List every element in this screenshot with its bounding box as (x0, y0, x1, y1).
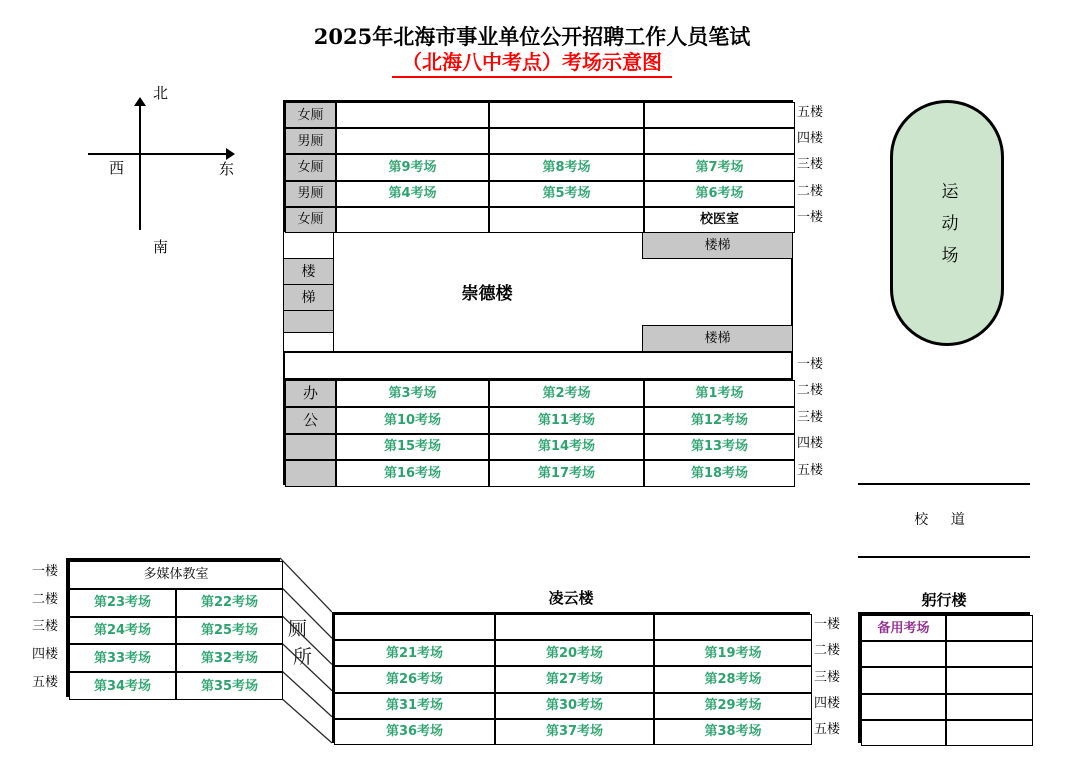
exam-room-cell: 第18考场 (644, 460, 795, 487)
compass-north-axis (139, 104, 141, 230)
empty-cell (336, 128, 489, 154)
compass-south-label: 南 (153, 238, 169, 256)
exam-room-cell: 第8考场 (489, 154, 644, 180)
exam-room-cell: 第13考场 (644, 434, 795, 461)
exam-room-cell: 第9考场 (336, 154, 489, 180)
exam-room-cell: 第22考场 (176, 589, 283, 617)
floor-label-multimedia: 二楼 (31, 592, 58, 607)
floor-label-chongde-top: 一楼 (797, 210, 824, 225)
exam-room-cell: 第28考场 (654, 666, 812, 692)
stairs-cell-left-blank (283, 310, 334, 333)
chongde-building-name: 崇德楼 (461, 283, 513, 304)
exam-room-cell: 第17考场 (489, 460, 644, 487)
exam-room-cell: 第38考场 (654, 719, 812, 745)
toilet-label-char: 所 (293, 646, 313, 668)
exam-room-cell: 第10考场 (336, 407, 489, 434)
restroom-cell: 女厕 (285, 207, 336, 233)
restroom-cell: 男厕 (285, 128, 336, 154)
toilet-label-char: 厕 (288, 618, 308, 640)
lingyun-table (332, 612, 810, 743)
exam-room-cell: 第7考场 (644, 154, 795, 180)
sports-field (890, 100, 1004, 346)
floor-label-chongde-bottom: 二楼 (797, 383, 824, 398)
exam-room-cell: 第33考场 (69, 644, 176, 672)
floor-label-chongde-bottom: 四楼 (797, 436, 824, 451)
backup-room-cell: 备用考场 (861, 615, 946, 641)
empty-cell (283, 332, 334, 353)
office-cell: 公 (285, 407, 336, 434)
restroom-cell: 女厕 (285, 102, 336, 128)
exam-room-cell: 第5考场 (489, 181, 644, 207)
chongde-table-top (283, 100, 793, 231)
exam-room-cell: 第24考场 (69, 617, 176, 645)
floor-label-chongde-top: 二楼 (797, 184, 824, 199)
stairs-cell-bottom-right: 楼梯 (642, 325, 793, 352)
exam-room-cell: 第1考场 (644, 380, 795, 407)
empty-gray-cell (285, 434, 336, 461)
empty-cell (489, 102, 644, 128)
floor-label-chongde-bottom: 五楼 (797, 463, 824, 478)
empty-cell (861, 720, 946, 746)
exam-room-cell: 第20考场 (495, 640, 654, 666)
empty-cell (946, 641, 1033, 667)
exam-room-cell: 第29考场 (654, 693, 812, 719)
restroom-cell: 男厕 (285, 181, 336, 207)
empty-cell (644, 102, 795, 128)
exam-room-cell: 第37考场 (495, 719, 654, 745)
stairs-cell-left-upper: 楼 (283, 258, 334, 285)
floor-label-chongde-bottom: 三楼 (797, 410, 824, 425)
exam-room-cell: 第21考场 (334, 640, 495, 666)
empty-cell (489, 207, 644, 233)
exam-room-cell: 第36考场 (334, 719, 495, 745)
chongde-table-bottom (283, 378, 793, 485)
empty-cell (283, 231, 334, 259)
empty-cell (495, 614, 654, 640)
stairs-cell-left-lower: 梯 (283, 284, 334, 311)
page-subtitle (0, 46, 1064, 78)
floor-label-multimedia: 四楼 (31, 647, 58, 662)
chongde-divider-line (283, 351, 793, 353)
compass-north-arrowhead-icon (134, 97, 146, 106)
exam-room-cell: 第26考场 (334, 666, 495, 692)
empty-cell (946, 694, 1033, 720)
exam-room-cell: 第19考场 (654, 640, 812, 666)
exam-room-cell: 第11考场 (489, 407, 644, 434)
empty-cell (861, 667, 946, 693)
exam-room-cell: 第14考场 (489, 434, 644, 461)
compass-east-label: 东 (219, 160, 235, 178)
exam-room-cell: 第27考场 (495, 666, 654, 692)
empty-cell (861, 694, 946, 720)
page-title: 2025年北海市事业单位公开招聘工作人员笔试 (313, 24, 751, 49)
empty-cell (946, 720, 1033, 746)
exam-room-cell: 第32考场 (176, 644, 283, 672)
floor-label-lingyun: 一楼 (814, 617, 841, 632)
empty-cell (334, 614, 495, 640)
gongxing-table (858, 612, 1030, 743)
floor-label-lingyun: 三楼 (814, 670, 841, 685)
empty-cell (946, 615, 1033, 641)
floor-label-chongde-top: 三楼 (797, 157, 824, 172)
exam-room-cell: 第25考场 (176, 617, 283, 645)
empty-gray-cell (285, 460, 336, 487)
empty-cell (644, 128, 795, 154)
floor-label-lingyun: 四楼 (814, 696, 841, 711)
empty-cell (336, 207, 489, 233)
exam-room-cell: 第3考场 (336, 380, 489, 407)
floor-label-multimedia: 一楼 (31, 564, 58, 579)
school-road-label: 校 道 (914, 512, 974, 528)
multimedia-room-cell: 多媒体教室 (69, 561, 283, 589)
compass-north-label: 北 (153, 84, 169, 102)
sports-field-label: 运动场 (937, 182, 958, 278)
floor-label-lingyun: 二楼 (814, 643, 841, 658)
exam-room-cell: 第30考场 (495, 693, 654, 719)
compass-east-axis (88, 153, 228, 155)
floor-label-chongde-top: 四楼 (797, 131, 824, 146)
exam-room-cell: 第2考场 (489, 380, 644, 407)
exam-room-cell: 第12考场 (644, 407, 795, 434)
multimedia-table (66, 558, 280, 697)
stairs-cell-top-right: 楼梯 (642, 231, 793, 259)
exam-room-cell: 第15考场 (336, 434, 489, 461)
lingyun-building-name: 凌云楼 (548, 589, 594, 607)
compass-west-label: 西 (109, 159, 125, 177)
empty-cell (336, 102, 489, 128)
exam-room-cell: 第35考场 (176, 672, 283, 700)
exam-room-cell: 第23考场 (69, 589, 176, 617)
exam-room-cell: 第4考场 (336, 181, 489, 207)
floor-label-chongde-top: 五楼 (797, 105, 824, 120)
school-road-lower-line (858, 556, 1030, 558)
exam-room-cell: 第6考场 (644, 181, 795, 207)
exam-room-cell: 第16考场 (336, 460, 489, 487)
empty-cell (654, 614, 812, 640)
floor-label-multimedia: 五楼 (31, 675, 58, 690)
empty-cell (489, 128, 644, 154)
page-subtitle-text: （北海八中考点）考场示意图 (392, 46, 672, 78)
office-cell: 办 (285, 380, 336, 407)
gongxing-building-name: 躬行楼 (921, 591, 967, 609)
clinic-cell: 校医室 (644, 207, 795, 233)
exam-room-cell: 第34考场 (69, 672, 176, 700)
floor-label-lingyun: 五楼 (814, 722, 841, 737)
restroom-cell: 女厕 (285, 154, 336, 180)
empty-cell (946, 667, 1033, 693)
floor-label-chongde-bottom: 一楼 (797, 357, 824, 372)
school-road-upper-line (858, 483, 1030, 485)
floor-label-multimedia: 三楼 (31, 619, 58, 634)
exam-room-cell: 第31考场 (334, 693, 495, 719)
empty-cell (861, 641, 946, 667)
